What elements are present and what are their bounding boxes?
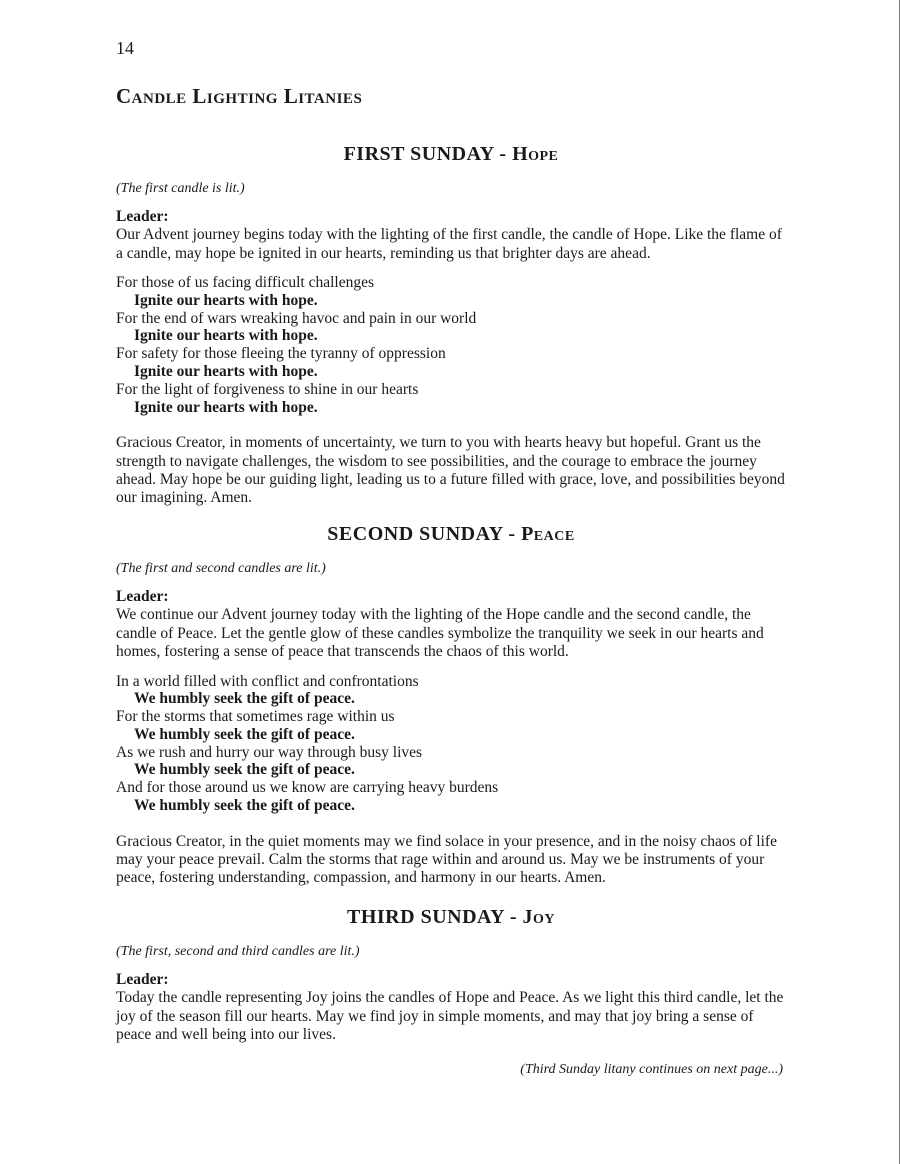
heading-theme: Joy [522, 906, 555, 928]
litany-call: For the storms that sometimes rage within us [116, 708, 395, 726]
section-second-sunday [116, 520, 786, 887]
section-third-sunday [116, 903, 786, 1045]
section-heading [116, 520, 786, 548]
leader-text: We continue our Advent journey today with the lighting of the Hope candle and the second candle, the candle of Peace. Let the gentle glow of these candles symbolize the tranquility we seek in our hearts and homes, fostering a sense of peace that transcends the chaos of this world. [116, 606, 764, 660]
litany-call: For safety for those fleeing the tyranny of oppression [116, 345, 446, 363]
litany [116, 673, 786, 815]
litany-call: For the end of wars wreaking havoc and pain in our world [116, 309, 477, 327]
section-heading [116, 140, 786, 168]
closing-prayer: Gracious Creator, in moments of uncertainty, we turn to you with hearts heavy but hopeful. Grant us the strength to navigate challenges, the wisdom to see possibilities, and the courage to embrace the journey ahead. May hope be our guiding light, leading us to a future filled with grace, love, and possibilities beyond our imagining. Amen. [116, 434, 785, 506]
litany-call: As we rush and hurry our way through busy lives [116, 743, 423, 761]
litany-response: We humbly seek the gift of peace. [134, 761, 355, 779]
litany [116, 274, 786, 416]
leader-label: Leader: [116, 208, 169, 225]
litany-response: Ignite our hearts with hope. [134, 362, 318, 380]
rubric: (The first candle is lit.) [116, 181, 245, 196]
rubric: (The first, second and third candles are lit.) [116, 944, 360, 959]
heading-theme: Hope [512, 143, 559, 165]
leader-label: Leader: [116, 971, 169, 988]
litany-response: Ignite our hearts with hope. [134, 291, 318, 309]
page-title: Candle Lighting Litanies [116, 84, 363, 108]
closing-prayer: Gracious Creator, in the quiet moments may we find solace in your presence, and in the noisy chaos of life may your peace prevail. Calm the storms that rage within and around us. May we be instruments of your peace, fostering understanding, compassion, and harmony in our hearts. Amen. [116, 832, 777, 887]
heading-label: SECOND SUNDAY - [327, 523, 522, 545]
litany-response: Ignite our hearts with hope. [134, 327, 318, 345]
litany-response: We humbly seek the gift of peace. [134, 690, 355, 708]
litany-call: In a world filled with conflict and confrontations [116, 672, 419, 690]
litany-call: And for those around us we know are carrying heavy burdens [116, 779, 499, 797]
litany-call: For those of us facing difficult challenges [116, 274, 374, 291]
leader-text: Our Advent journey begins today with the lighting of the first candle, the candle of Hope. Like the flame of a candle, may hope be ignited in our hearts, reminding us that brighter days are ahead. [116, 226, 782, 262]
continuation-note: (Third Sunday litany continues on next page...) [520, 1062, 783, 1077]
litany-call: For the light of forgiveness to shine in our hearts [116, 380, 419, 398]
leader-label: Leader: [116, 588, 169, 605]
page-number: 14 [116, 38, 134, 58]
heading-label: THIRD SUNDAY - [347, 906, 523, 928]
litany-response: We humbly seek the gift of peace. [134, 725, 355, 743]
rubric: (The first and second candles are lit.) [116, 561, 326, 576]
heading-theme: Peace [521, 523, 575, 545]
litany-response: We humbly seek the gift of peace. [134, 797, 355, 815]
section-first-sunday [116, 140, 786, 507]
litany-response: Ignite our hearts with hope. [134, 398, 318, 416]
heading-label: FIRST SUNDAY - [343, 143, 513, 165]
section-heading [116, 903, 786, 931]
leader-text: Today the candle representing Joy joins the candles of Hope and Peace. As we light this third candle, let the joy of the season fill our hearts. May we find joy in simple moments, and may that joy bring a sense of peace and well being into our lives. [116, 989, 784, 1043]
